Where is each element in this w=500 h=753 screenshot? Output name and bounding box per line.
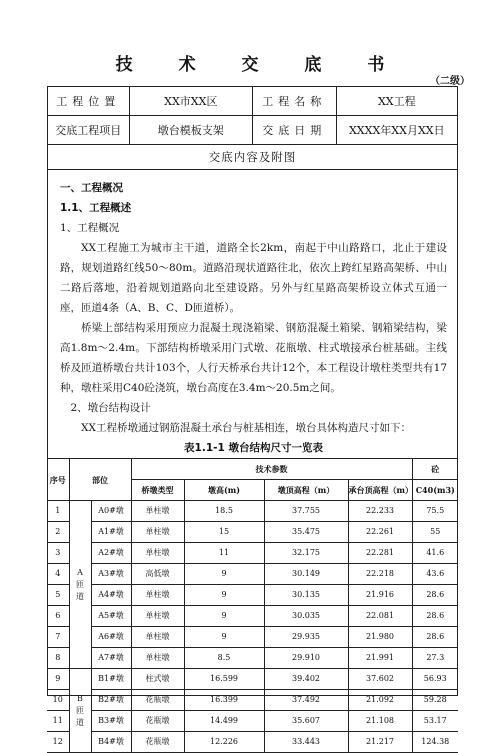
location-label: 工程位置 [48,87,130,115]
cell-top-elev: 39.402 [264,669,348,690]
cell-pier: A6#墩 [91,627,131,648]
cell-type: 单柱墩 [131,606,184,627]
date-label: 交底日期 [253,116,337,144]
heading-1-1: 1.1、工程概述 [60,202,132,214]
cell-seq: 1 [47,501,69,522]
cell-height: 9 [184,564,264,585]
cell-cap-elev: 21.980 [348,627,412,648]
paragraph-overview: XX工程施工为城市主干道，道路全长2km，南起于中山路路口，北止于建设路，规划道路红线50～80m。道路沿现状道路往北，依次上跨红星路高架桥、中山二路后落地，沿着规划道路向北至建设路。另外与红星路高架桥设立体式互通一座，匝道4条（A、B、C、D匝道桥）。 [60,242,447,314]
cell-seq: 11 [47,711,69,732]
header-row-2 [48,116,457,145]
header-row-1 [48,87,457,116]
cell-height: 9 [184,627,264,648]
cell-height: 16.399 [184,690,264,711]
cell-conc: 28.6 [412,585,458,606]
cell-conc: 124.38 [412,732,458,753]
content-body [48,178,457,753]
cell-top-elev: 30.035 [264,606,348,627]
cell-type: 高低墩 [131,564,184,585]
cell-type: 单柱墩 [131,522,184,543]
cell-cap-elev: 22.261 [348,522,412,543]
item-value: 墩台模板支架 [130,116,253,144]
header-cap-elev: 承台顶高程（m） [348,480,412,501]
header-tech: 技术参数 [131,459,412,480]
cell-type: 单柱墩 [131,648,184,669]
header-conc: 砼 [412,459,458,480]
cell-conc: 43.6 [412,564,458,585]
table-row [47,732,458,753]
cell-height: 11 [184,543,264,564]
table-header-row [47,459,458,480]
cell-cap-elev: 21.092 [348,690,412,711]
level-label: （二级） [430,76,470,87]
cell-pier: A1#墩 [91,522,131,543]
table-row [47,711,458,732]
cell-seq: 7 [47,627,69,648]
cell-seq: 5 [47,585,69,606]
disclosure-form [47,86,458,746]
heading-1: 1、工程概况 [60,222,120,234]
table-row [47,522,458,543]
cell-type: 柱式墩 [131,669,184,690]
cell-type: 单柱墩 [131,543,184,564]
table-row [47,669,458,690]
cell-height: 9 [184,585,264,606]
section-title: 交底内容及附图 [48,145,457,170]
cell-conc: 59.28 [412,690,458,711]
table-row [47,501,458,522]
header-conc-unit: C40(m3) [412,480,458,501]
date-value: XXXX年XX月XX日 [348,124,445,137]
cell-pier: B3#墩 [91,711,131,732]
cell-conc: 53.17 [412,711,458,732]
header-top-elev: 墩顶高程（m） [264,480,348,501]
item-label: 交底工程项目 [48,116,130,144]
cell-type: 花瓶墩 [131,732,184,753]
cell-pier: A5#墩 [91,606,131,627]
cell-pier: A3#墩 [91,564,131,585]
cell-conc: 56.93 [412,669,458,690]
paragraph-table-intro: XX工程桥墩通过钢筋混凝土承台与桩基相连，墩台具体构造尺寸如下： [81,422,411,434]
header-height: 墩高(m) [184,480,264,501]
cell-conc: 41.6 [412,543,458,564]
cell-pier: B2#墩 [91,690,131,711]
cell-type: 单柱墩 [131,501,184,522]
table-row [47,648,458,669]
cell-conc: 28.6 [412,627,458,648]
table-row [47,543,458,564]
heading-2: 2、墩台结构设计 [70,402,151,414]
cell-top-elev: 29.935 [264,627,348,648]
cell-type: 单柱墩 [131,585,184,606]
cell-cap-elev: 21.916 [348,585,412,606]
header-type: 桥墩类型 [131,480,184,501]
cell-height: 12.226 [184,732,264,753]
project-name-label: 工程名称 [253,87,337,115]
table-row [47,690,458,711]
cell-top-elev: 37.492 [264,690,348,711]
header-seq: 序号 [47,459,69,501]
cell-cap-elev: 21.108 [348,711,412,732]
project-name-value: XX工程 [377,95,416,108]
cell-seq: 8 [47,648,69,669]
header-part: 部位 [69,459,131,501]
cell-seq: 3 [47,543,69,564]
table-row [47,606,458,627]
paragraph-structure: 桥梁上部结构采用预应力混凝土现浇箱梁、钢筋混凝土箱梁、钢箱梁结构，梁高1.8m～2.4m。下部结构桥墩采用门式墩、花瓶墩、柱式墩接承台桩基础。主线桥及匝道桥墩台共计103个，人行天桥承台共计12个，本工程设计墩柱类型共有17种，墩柱采用C40砼浇筑，墩台高度在3.4m～20.5m之间。 [60,322,447,394]
cell-pier: A2#墩 [91,543,131,564]
cell-pier: A4#墩 [91,585,131,606]
cell-group: B匝道 [69,669,91,753]
cell-seq: 12 [47,732,69,753]
table-row [47,627,458,648]
table-caption: 表1.1-1 墩台结构尺寸一览表 [184,442,323,454]
cell-height: 14.499 [184,711,264,732]
cell-height: 18.5 [184,501,264,522]
cell-pier: B1#墩 [91,669,131,690]
cell-type: 花瓶墩 [131,711,184,732]
location-value: XX市XX区 [130,87,253,115]
cell-top-elev: 35.475 [264,522,348,543]
table-row [47,564,458,585]
cell-cap-elev: 22.218 [348,564,412,585]
cell-top-elev: 35.607 [264,711,348,732]
cell-seq: 10 [47,690,69,711]
cell-top-elev: 33.443 [264,732,348,753]
cell-top-elev: 29.910 [264,648,348,669]
cell-top-elev: 32.175 [264,543,348,564]
document-title: 技 术 交 底 书 [115,55,405,75]
cell-conc: 28.6 [412,606,458,627]
pier-structure-table [47,458,458,753]
heading-overview: 一、工程概况 [60,182,123,194]
cell-cap-elev: 22.233 [348,501,412,522]
cell-top-elev: 30.135 [264,585,348,606]
cell-height: 9 [184,606,264,627]
cell-pier: A0#墩 [91,501,131,522]
cell-cap-elev: 21.217 [348,732,412,753]
cell-type: 花瓶墩 [131,690,184,711]
cell-group: A匝道 [69,501,91,669]
table-body [47,501,458,753]
table-row [47,585,458,606]
cell-top-elev: 37.755 [264,501,348,522]
cell-top-elev: 30.149 [264,564,348,585]
cell-conc: 75.5 [412,501,458,522]
cell-height: 8.5 [184,648,264,669]
cell-cap-elev: 22.081 [348,606,412,627]
cell-cap-elev: 22.281 [348,543,412,564]
cell-type: 单柱墩 [131,627,184,648]
cell-seq: 2 [47,522,69,543]
cell-seq: 9 [47,669,69,690]
cell-height: 16.599 [184,669,264,690]
cell-seq: 6 [47,606,69,627]
cell-cap-elev: 21.991 [348,648,412,669]
cell-pier: B4#墩 [91,732,131,753]
cell-seq: 4 [47,564,69,585]
cell-height: 15 [184,522,264,543]
cell-conc: 55 [412,522,458,543]
cell-cap-elev: 37.602 [348,669,412,690]
cell-conc: 27.3 [412,648,458,669]
cell-pier: A7#墩 [91,648,131,669]
